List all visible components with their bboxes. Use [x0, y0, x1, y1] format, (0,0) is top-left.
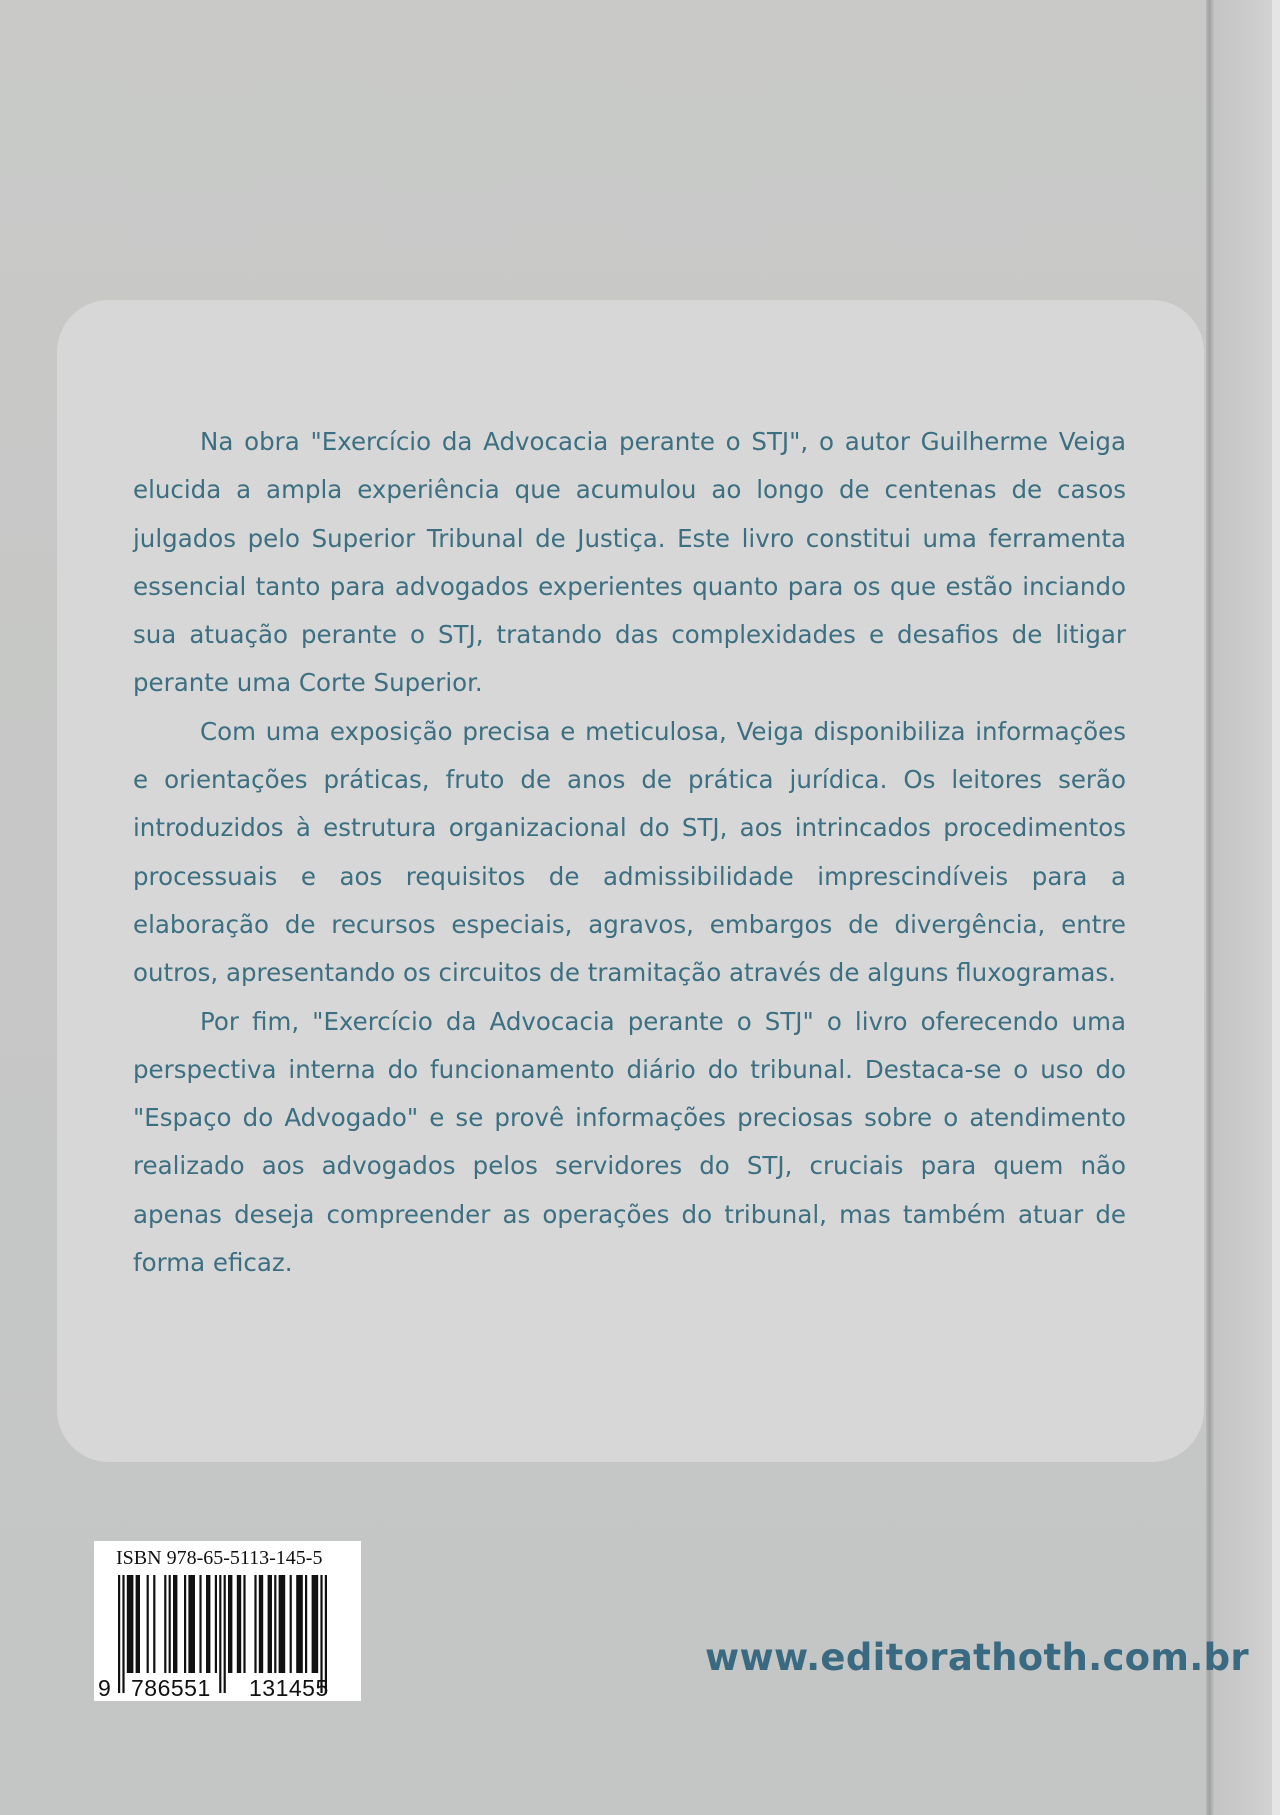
barcode-bar [184, 1575, 186, 1673]
blurb-paragraph-1: Na obra "Exercício da Advocacia perante o STJ", o autor Guilherme Veiga elucida a ampla experiência que acumulou ao longo de centenas de casos julgados pelo Superior Tribunal de Justiça. Este livro constitui uma ferramenta essencial tanto para advogados experientes quanto para os que estão inciando sua atuação perante o STJ, tratando das complexidades e desafios de litigar perante uma Corte Superior. [133, 427, 1126, 698]
barcode-bar [290, 1575, 292, 1673]
barcode-bar [188, 1575, 195, 1673]
barcode-digits-right: 131455 [249, 1675, 329, 1701]
barcode-bar [169, 1575, 171, 1673]
barcode-bar [164, 1575, 166, 1673]
barcode-digits-left: 786551 [131, 1675, 211, 1701]
barcode-bar [147, 1575, 149, 1673]
barcode-bar [243, 1575, 245, 1673]
barcode-bar [305, 1575, 307, 1673]
barcode-bar [254, 1575, 256, 1673]
barcode-bar [268, 1575, 272, 1673]
barcode-bar [153, 1575, 155, 1673]
barcode-bar [219, 1575, 221, 1693]
blurb-paragraph-2: Com uma exposição precisa e meticulosa, Veiga disponibiliza informações e orientações práticas, fruto de anos de prática jurídica. Os leitores serão introduzidos à estrutura organizacional do STJ, aos intrincados procedimentos processuais e aos requisitos de admissibilidade imprescindíveis para a elaboração de recursos especiais, agravos, embargos de divergência, entre outros, apresentando os circuitos de tramitação através de alguns fluxogramas. [133, 716, 1126, 988]
book-spine [1214, 0, 1280, 1815]
barcode-bar [118, 1575, 120, 1693]
barcode-bar [312, 1575, 319, 1673]
barcode-bar [127, 1575, 134, 1673]
barcode-bar [122, 1575, 124, 1693]
barcode-bar [274, 1575, 276, 1673]
barcode-bar [228, 1575, 232, 1673]
barcode-bar [237, 1575, 241, 1673]
barcode-bar [206, 1575, 210, 1673]
publisher-website: www.editorathoth.com.br [705, 1636, 1249, 1679]
spine-fold-shadow [1206, 0, 1214, 1815]
barcode-bar [136, 1575, 140, 1673]
barcode-bar [199, 1575, 201, 1673]
book-blurb [133, 418, 1126, 1287]
isbn-label: ISBN 978-65-5113-145-5 [116, 1547, 323, 1569]
spine-edge [1272, 0, 1280, 1815]
barcode-bar [296, 1575, 303, 1673]
barcode-bar [215, 1575, 217, 1673]
barcode-bar [279, 1575, 286, 1673]
isbn-barcode [94, 1541, 361, 1701]
barcode-bar [259, 1575, 263, 1673]
barcode-digit-first: 9 [98, 1675, 112, 1701]
blurb-paragraph-3: Por fim, "Exercício da Advocacia perante o STJ" o livro oferecendo uma perspectiva interna do funcionamento diário do tribunal. Destaca-se o uso do "Espaço do Advogado" e se provê informações preciosas sobre o atendimento realizado aos advogados pelos servidores do STJ, cruciais para quem não apenas deseja compreender as operações do tribunal, mas também atuar de forma eficaz. [133, 1006, 1126, 1278]
barcode-bar [173, 1575, 177, 1673]
barcode-bar [224, 1575, 226, 1693]
